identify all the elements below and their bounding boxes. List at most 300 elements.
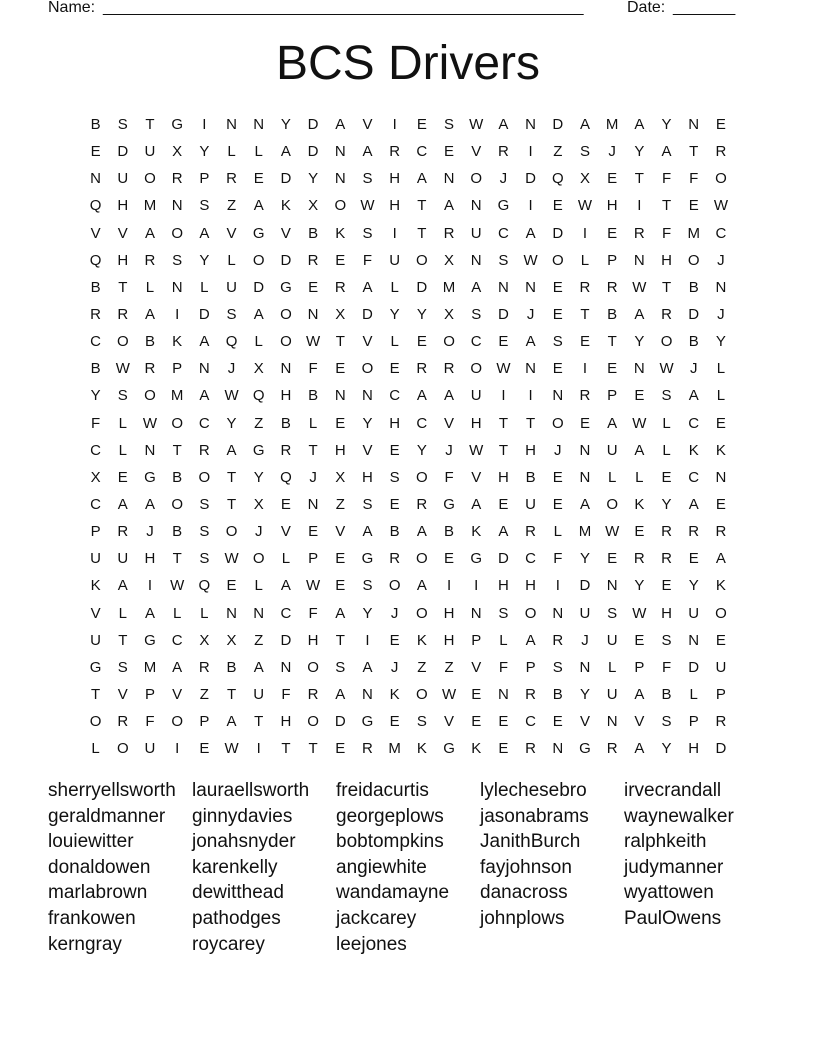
grid-letter: D — [497, 550, 509, 568]
grid-letter: F — [91, 414, 101, 432]
grid-letter: N — [606, 713, 618, 731]
grid-letter: R — [171, 170, 183, 188]
grid-letter: P — [172, 360, 183, 378]
grid-letter: I — [501, 387, 506, 405]
grid-letter: D — [280, 251, 292, 269]
grid-letter: R — [416, 360, 428, 378]
grid-letter: R — [117, 523, 129, 541]
grid-letter: S — [117, 387, 128, 405]
grid-letter: I — [446, 577, 452, 595]
grid-letter: P — [199, 713, 210, 731]
grid-letter: E — [607, 170, 618, 188]
grid-letter: E — [607, 224, 618, 242]
grid-letter: W — [441, 685, 457, 703]
grid-letter: T — [91, 685, 101, 703]
grid-letter: I — [528, 143, 533, 161]
grid-letter: V — [280, 523, 291, 541]
grid-letter: B — [226, 658, 237, 676]
grid-letter: H — [144, 550, 156, 568]
grid-letter: N — [280, 360, 292, 378]
grid-letter: T — [335, 333, 345, 351]
grid-letter: U — [715, 658, 727, 676]
grid-letter: H — [280, 713, 292, 731]
grid-letter: M — [143, 197, 157, 215]
grid-letter: U — [470, 224, 482, 242]
grid-letter: L — [390, 278, 399, 296]
grid-letter: W — [632, 278, 647, 296]
word-list-item: lauraellsworth — [192, 780, 310, 801]
grid-letter: F — [444, 468, 454, 486]
grid-letter: E — [308, 278, 319, 296]
grid-letter: R — [198, 441, 210, 459]
grid-letter: E — [607, 360, 618, 378]
word-list-item: georgeplows — [336, 805, 444, 827]
grid-letter: J — [717, 305, 725, 323]
grid-letter: E — [607, 550, 618, 568]
grid-letter: O — [280, 333, 292, 351]
grid-letter: D — [552, 116, 564, 133]
page-title: BCS Drivers — [275, 37, 541, 90]
grid-letter: Z — [199, 685, 209, 703]
grid-letter: E — [335, 550, 346, 568]
grid-letter: G — [579, 740, 591, 758]
grid-letter: P — [688, 713, 699, 731]
grid-letter: Y — [199, 143, 210, 161]
grid-letter: O — [551, 251, 564, 269]
grid-letter: E — [715, 116, 726, 133]
grid-letter: T — [281, 740, 291, 758]
grid-letter: W — [360, 197, 375, 215]
grid-letter: O — [307, 713, 319, 731]
grid-letter: T — [226, 495, 237, 513]
grid-letter: X — [308, 197, 319, 215]
grid-letter: I — [202, 116, 207, 133]
grid-letter: L — [200, 278, 209, 296]
grid-letter: A — [144, 305, 155, 323]
letter-grid — [82, 111, 735, 762]
grid-letter: O — [470, 360, 483, 378]
grid-letter: U — [226, 278, 237, 296]
grid-letter: L — [308, 414, 318, 432]
grid-letter: Y — [579, 685, 590, 703]
grid-letter: E — [308, 523, 319, 541]
grid-letter: U — [144, 143, 156, 161]
grid-letter: L — [716, 360, 726, 378]
grid-letter: R — [688, 523, 700, 541]
grid-letter: J — [554, 441, 562, 459]
grid-letter: O — [416, 685, 428, 703]
grid-letter: E — [444, 143, 455, 161]
grid-letter: X — [253, 360, 264, 378]
grid-letter: A — [579, 495, 590, 513]
grid-letter: T — [498, 441, 508, 459]
grid-letter: A — [416, 387, 427, 405]
grid-letter: H — [688, 740, 700, 758]
grid-letter: R — [715, 143, 727, 161]
grid-letter: K — [90, 577, 101, 595]
grid-letter: J — [254, 523, 263, 541]
grid-letter: Y — [90, 387, 101, 405]
header-fields — [48, 0, 748, 20]
grid-letter: E — [498, 713, 509, 731]
grid-letter: O — [198, 468, 211, 486]
grid-letter: P — [199, 170, 210, 188]
grid-letter: S — [552, 333, 563, 351]
grid-letter: V — [90, 604, 101, 622]
grid-letter: A — [253, 197, 264, 215]
grid-letter: S — [199, 523, 210, 541]
grid-letter: C — [90, 441, 102, 459]
grid-letter: A — [117, 495, 128, 513]
grid-letter: R — [443, 360, 455, 378]
grid-letter: A — [416, 523, 427, 541]
grid-letter: V — [117, 685, 128, 703]
grid-letter: R — [389, 143, 401, 161]
grid-letter: F — [553, 550, 563, 568]
grid-letter: A — [525, 631, 536, 649]
grid-letter: X — [444, 305, 455, 323]
grid-letter: A — [579, 116, 590, 133]
grid-letter: E — [552, 278, 563, 296]
grid-letter: C — [470, 333, 482, 351]
grid-letter: E — [471, 713, 482, 731]
grid-letter: H — [606, 197, 618, 215]
grid-letter: U — [525, 495, 537, 513]
grid-letter: Y — [253, 468, 264, 486]
grid-letter: R — [497, 143, 509, 161]
grid-letter: B — [688, 278, 699, 296]
grid-letter: N — [226, 604, 237, 622]
grid-letter: K — [172, 333, 183, 351]
grid-letter: L — [254, 577, 263, 595]
grid-letter: L — [254, 143, 263, 161]
grid-letter: L — [91, 740, 100, 758]
grid-letter: T — [145, 116, 155, 133]
grid-letter: N — [525, 360, 537, 378]
grid-letter: N — [606, 577, 618, 595]
grid-letter: A — [525, 224, 536, 242]
grid-letter: A — [362, 278, 373, 296]
grid-letter: H — [117, 251, 129, 269]
grid-letter: A — [280, 143, 291, 161]
grid-letter: N — [280, 658, 292, 676]
grid-letter: B — [172, 523, 183, 541]
grid-letter: S — [362, 577, 373, 595]
grid-letter: S — [607, 604, 618, 622]
grid-letter: A — [416, 577, 427, 595]
grid-letter: N — [497, 278, 509, 296]
grid-letter: J — [499, 170, 508, 188]
grid-letter: I — [392, 116, 397, 133]
grid-letter: E — [416, 333, 427, 351]
grid-letter: B — [144, 333, 155, 351]
grid-letter: B — [280, 414, 291, 432]
grid-letter: L — [499, 631, 508, 649]
grid-letter: E — [552, 468, 563, 486]
grid-letter: N — [633, 360, 645, 378]
grid-letter: R — [715, 523, 727, 541]
grid-letter: W — [632, 604, 647, 622]
grid-letter: I — [582, 360, 588, 378]
grid-letter: S — [226, 305, 237, 323]
grid-letter: I — [528, 197, 533, 215]
grid-letter: G — [252, 441, 265, 459]
grid-letter: J — [390, 604, 399, 622]
grid-letter: A — [253, 658, 264, 676]
grid-letter: E — [498, 740, 509, 758]
name-blank-line: ______________________________________________________ — [103, 0, 584, 16]
grid-letter: H — [389, 414, 401, 432]
word-list-item: jackcarey — [336, 907, 417, 929]
grid-letter: R — [362, 740, 373, 758]
grid-letter: S — [579, 143, 590, 161]
grid-letter: W — [224, 550, 239, 568]
grid-letter: A — [634, 740, 645, 758]
grid-letter: S — [498, 604, 509, 622]
grid-letter: G — [252, 224, 265, 242]
grid-letter: R — [552, 631, 564, 649]
grid-letter: C — [525, 713, 537, 731]
grid-letter: K — [471, 523, 482, 541]
grid-letter: Y — [661, 495, 672, 513]
grid-letter: V — [117, 224, 128, 242]
grid-letter: R — [525, 685, 537, 703]
grid-letter: F — [362, 251, 373, 269]
grid-letter: Z — [254, 631, 264, 649]
grid-letter: C — [416, 414, 428, 432]
grid-letter: L — [254, 333, 263, 351]
grid-letter: E — [389, 441, 400, 459]
grid-letter: H — [443, 604, 455, 622]
grid-letter: W — [306, 333, 321, 351]
grid-letter: G — [361, 550, 374, 568]
grid-letter: E — [444, 550, 455, 568]
grid-letter: H — [443, 631, 455, 649]
grid-letter: B — [552, 685, 563, 703]
grid-letter: E — [335, 740, 346, 758]
grid-letter: H — [525, 577, 537, 595]
grid-letter: V — [280, 224, 291, 242]
grid-letter: S — [661, 387, 672, 405]
grid-letter: T — [172, 550, 182, 568]
grid-letter: E — [416, 116, 427, 133]
grid-letter: S — [471, 305, 482, 323]
grid-letter: Y — [362, 604, 373, 622]
grid-letter: T — [118, 631, 128, 649]
grid-letter: R — [307, 251, 319, 269]
grid-letter: P — [471, 631, 482, 649]
grid-letter: D — [525, 170, 537, 188]
grid-letter: E — [335, 414, 346, 432]
grid-letter: V — [471, 658, 482, 676]
grid-letter: H — [389, 197, 401, 215]
grid-letter: K — [471, 740, 482, 758]
grid-letter: N — [579, 658, 591, 676]
grid-letter: J — [581, 631, 589, 649]
grid-letter: H — [661, 604, 672, 622]
grid-letter: A — [661, 143, 672, 161]
grid-letter: O — [361, 360, 374, 378]
grid-letter: Y — [416, 441, 427, 459]
grid-letter: N — [579, 441, 591, 459]
grid-letter: W — [224, 387, 239, 405]
grid-letter: B — [90, 278, 101, 296]
grid-letter: T — [689, 143, 699, 161]
grid-letter: Y — [634, 143, 645, 161]
grid-letter: B — [90, 360, 101, 378]
grid-letter: E — [634, 631, 645, 649]
grid-letter: D — [307, 143, 319, 161]
grid-letter: T — [118, 278, 128, 296]
grid-letter: H — [470, 414, 482, 432]
grid-letter: E — [90, 143, 101, 161]
grid-letter: U — [606, 441, 618, 459]
grid-letter: N — [253, 116, 265, 133]
grid-letter: E — [335, 577, 346, 595]
grid-letter: D — [579, 577, 591, 595]
grid-letter: J — [608, 143, 616, 161]
grid-letter: X — [335, 305, 346, 323]
grid-letter: N — [198, 360, 210, 378]
grid-letter: D — [334, 713, 346, 731]
grid-letter: F — [145, 713, 155, 731]
word-list-item: kerngray — [48, 933, 122, 955]
grid-letter: E — [715, 495, 726, 513]
grid-letter: S — [661, 713, 672, 731]
grid-letter: N — [226, 116, 237, 133]
grid-letter: B — [444, 523, 455, 541]
grid-letter: C — [198, 414, 210, 432]
grid-letter: S — [389, 468, 400, 486]
grid-letter: R — [117, 713, 129, 731]
grid-letter: I — [555, 577, 560, 595]
grid-letter: O — [551, 414, 564, 432]
grid-letter: I — [392, 224, 397, 242]
grid-letter: S — [199, 550, 210, 568]
grid-letter: W — [469, 116, 484, 133]
grid-letter: C — [171, 631, 183, 649]
grid-letter: R — [661, 550, 672, 568]
grid-letter: D — [688, 658, 700, 676]
grid-letter: A — [280, 577, 291, 595]
grid-letter: R — [117, 305, 129, 323]
grid-letter: N — [470, 197, 482, 215]
word-list-item: irvecrandall — [624, 780, 722, 801]
grid-letter: I — [256, 740, 261, 758]
grid-letter: X — [579, 170, 590, 188]
grid-letter: W — [713, 197, 728, 215]
grid-letter: T — [634, 170, 644, 188]
grid-letter: P — [525, 658, 536, 676]
grid-letter: O — [171, 495, 183, 513]
grid-letter: I — [474, 577, 479, 595]
grid-letter: Y — [308, 170, 319, 188]
grid-letter: Y — [579, 550, 590, 568]
grid-letter: Q — [551, 170, 564, 188]
grid-letter: A — [172, 658, 183, 676]
grid-letter: R — [579, 278, 591, 296]
grid-letter: O — [171, 713, 183, 731]
grid-letter: N — [144, 441, 156, 459]
grid-letter: A — [144, 604, 155, 622]
word-list-item: ralphkeith — [624, 831, 707, 853]
grid-letter: K — [280, 197, 291, 215]
grid-letter: Y — [362, 414, 373, 432]
grid-letter: O — [715, 604, 727, 622]
grid-letter: S — [117, 116, 128, 133]
grid-letter: V — [362, 333, 373, 351]
grid-letter: A — [362, 143, 373, 161]
grid-letter: W — [523, 251, 538, 269]
grid-letter: T — [226, 468, 237, 486]
grid-letter: L — [607, 658, 617, 676]
grid-letter: C — [90, 333, 102, 351]
grid-letter: R — [443, 224, 455, 242]
grid-letter: N — [253, 604, 265, 622]
grid-letter: D — [253, 278, 265, 296]
grid-letter: O — [252, 550, 265, 568]
grid-letter: G — [361, 713, 374, 731]
grid-letter: G — [443, 740, 455, 758]
grid-letter: D — [362, 305, 373, 323]
grid-letter: F — [661, 658, 672, 676]
grid-letter: M — [170, 387, 184, 405]
grid-letter: M — [388, 740, 401, 758]
word-list-item: louiewitter — [48, 831, 134, 853]
grid-letter: F — [308, 360, 318, 378]
grid-letter: G — [144, 631, 156, 649]
grid-letter: A — [226, 441, 237, 459]
grid-letter: L — [281, 550, 291, 568]
grid-letter: E — [389, 713, 400, 731]
grid-letter: T — [498, 414, 508, 432]
grid-letter: A — [335, 685, 346, 703]
grid-letter: N — [525, 116, 537, 133]
grid-letter: R — [416, 495, 428, 513]
grid-letter: C — [688, 468, 700, 486]
word-list-item: dewitthead — [192, 882, 284, 904]
grid-letter: I — [147, 577, 153, 595]
grid-letter: W — [306, 577, 321, 595]
grid-letter: A — [471, 495, 482, 513]
grid-letter: K — [715, 441, 726, 459]
grid-letter: T — [308, 740, 318, 758]
grid-letter: Z — [417, 658, 427, 676]
grid-letter: Y — [715, 333, 726, 351]
grid-letter: G — [89, 658, 102, 676]
grid-letter: Z — [444, 658, 454, 676]
grid-letter: R — [389, 550, 401, 568]
grid-letter: Y — [389, 305, 400, 323]
word-list-item: karenkelly — [192, 856, 278, 878]
grid-letter: N — [171, 197, 183, 215]
grid-letter: S — [172, 251, 183, 269]
grid-letter: B — [688, 333, 699, 351]
grid-letter: L — [635, 468, 644, 486]
grid-letter: J — [717, 251, 725, 269]
grid-letter: Z — [226, 197, 237, 215]
grid-letter: J — [689, 360, 698, 378]
grid-letter: Y — [280, 116, 291, 133]
grid-letter: U — [606, 631, 618, 649]
grid-letter: E — [389, 631, 400, 649]
grid-letter: U — [470, 387, 482, 405]
grid-letter: D — [497, 305, 509, 323]
grid-letter: V — [444, 414, 455, 432]
grid-letter: L — [580, 251, 590, 269]
grid-letter: B — [525, 468, 536, 486]
grid-letter: A — [498, 523, 509, 541]
